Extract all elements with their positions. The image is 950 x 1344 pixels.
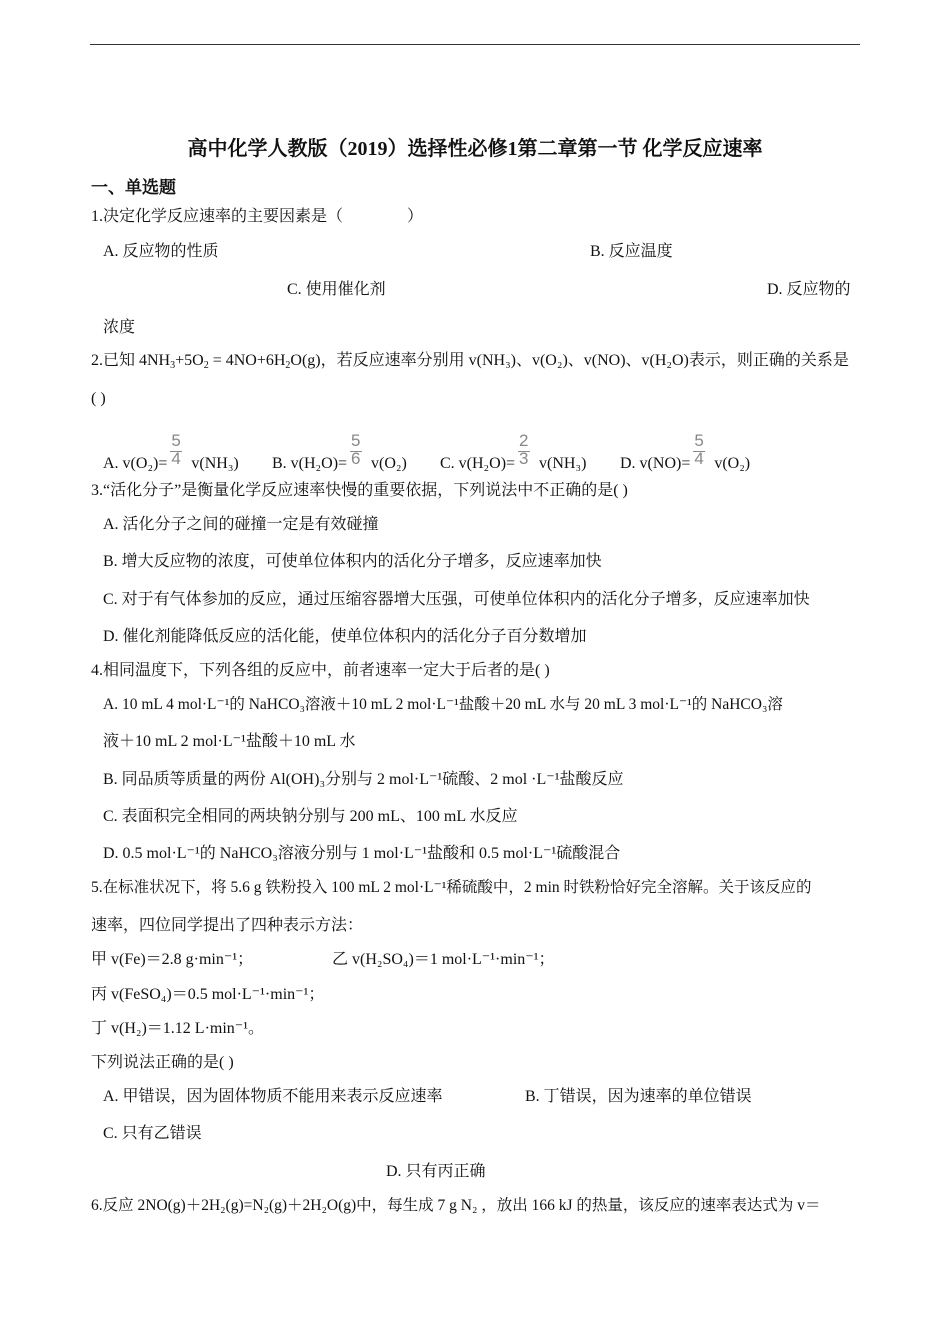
fraction: $\frac{5}{4}$ bbox=[694, 431, 704, 468]
fraction: $\frac{5}{6}$ bbox=[351, 431, 361, 468]
question-1-stem: 1.决定化学反应速率的主要因素是（ ） bbox=[91, 208, 424, 225]
question-2-option-c: C. v(H₂O)= $\frac{2}{3}$ v(NH₃) bbox=[440, 431, 587, 472]
question-5-option-c: C. 只有乙错误 bbox=[103, 1125, 202, 1142]
question-3-option-b: B. 增大反应物的浓度，可使单位体积内的活化分子增多，反应速率加快 bbox=[103, 553, 602, 570]
section-heading: 一、单选题 bbox=[91, 178, 176, 197]
fraction: $\frac{2}{3}$ bbox=[519, 431, 529, 468]
question-3-option-c: C. 对于有气体参加的反应，通过压缩容器增大压强，可使单位体积内的活化分子增多，反应速率加快 bbox=[103, 591, 810, 608]
question-2-option-a: A. v(O₂)= $\frac{5}{4}$ v(NH₃) bbox=[103, 431, 239, 472]
question-4-option-a-cont: 液＋10 mL 2 mol·L⁻¹盐酸＋10 mL 水 bbox=[103, 733, 356, 750]
question-4-option-c: C. 表面积完全相同的两块钠分别与 200 mL、100 mL 水反应 bbox=[103, 808, 518, 825]
question-1-option-d: D. 反应物的 bbox=[767, 281, 851, 298]
question-5-statement-jia: 甲 v(Fe)＝2.8 g·min⁻¹； bbox=[91, 951, 254, 968]
question-5-option-d: D. 只有丙正确 bbox=[386, 1163, 486, 1180]
question-4-option-b: B. 同品质等质量的两份 Al(OH)₃分别与 2 mol·L⁻¹硫酸、2 mol ·L⁻¹盐酸反应 bbox=[103, 771, 624, 788]
question-4-stem: 4.相同温度下，下列各组的反应中，前者速率一定大于后者的是( ) bbox=[91, 662, 550, 679]
page-title: 高中化学人教版（2019）选择性必修1第二章第一节 化学反应速率 bbox=[187, 138, 763, 160]
question-1-option-a: A. 反应物的性质 bbox=[103, 243, 219, 260]
question-5-option-b: B. 丁错误，因为速率的单位错误 bbox=[525, 1088, 752, 1105]
question-1-option-b: B. 反应温度 bbox=[590, 243, 673, 260]
question-5-statement-yi: 乙 v(H₂SO₄)＝1 mol·L⁻¹·min⁻¹； bbox=[332, 951, 555, 968]
question-5-statement-bing: 丙 v(FeSO₄)＝0.5 mol·L⁻¹·min⁻¹； bbox=[91, 986, 325, 1003]
question-2-option-b: B. v(H₂O)= $\frac{5}{6}$ v(O₂) bbox=[272, 431, 407, 472]
question-4-option-a: A. 10 mL 4 mol·L⁻¹的 NaHCO₃溶液＋10 mL 2 mol·L⁻¹盐酸＋20 mL 水与 20 mL 3 mol·L⁻¹的 NaHCO₃溶 bbox=[103, 696, 783, 713]
question-2-stem: 2.已知 $4NH_3+5O_2 = 4NO+6H_2O(g)$，若反应速率分别用 v(NH₃)、v(O₂)、v(NO)、v(H₂O)表示，则正确的关系是 bbox=[91, 352, 849, 371]
question-1-option-c: C. 使用催化剂 bbox=[287, 281, 386, 298]
question-5-stem-cont: 速率，四位同学提出了四种表示方法： bbox=[91, 917, 364, 934]
question-1-option-d-cont: 浓度 bbox=[103, 319, 136, 336]
question-3-stem: 3.“活化分子”是衡量化学反应速率快慢的重要依据，下列说法中不正确的是( ) bbox=[91, 482, 628, 499]
question-5-option-a: A. 甲错误，因为固体物质不能用来表示反应速率 bbox=[103, 1088, 443, 1105]
question-2-option-d: D. v(NO)= $\frac{5}{4}$ v(O₂) bbox=[620, 431, 751, 472]
question-5-statement-ding: 丁 v(H₂)＝1.12 L·min⁻¹。 bbox=[91, 1020, 265, 1037]
header-rule bbox=[90, 44, 860, 45]
question-6-stem: 6.反应 2NO(g)＋2H₂(g)=N₂(g)＋2H₂O(g)中，每生成 7 g N₂ ，放出 166 kJ 的热量，该反应的速率表达式为 v＝ bbox=[91, 1197, 821, 1214]
question-5-ask: 下列说法正确的是( ) bbox=[91, 1054, 234, 1071]
question-3-option-d: D. 催化剂能降低反应的活化能，使单位体积内的活化分子百分数增加 bbox=[103, 628, 587, 645]
question-2-stem-cont: ( ) bbox=[91, 390, 106, 407]
question-5-stem: 5.在标准状况下，将 5.6 g 铁粉投入 100 mL 2 mol·L⁻¹稀硫酸中，2 min 时铁粉恰好完全溶解。关于该反应的 bbox=[91, 879, 812, 896]
question-4-option-d: D. 0.5 mol·L⁻¹的 NaHCO₃溶液分别与 1 mol·L⁻¹盐酸和 0.5 mol·L⁻¹硫酸混合 bbox=[103, 845, 621, 862]
question-3-option-a: A. 活化分子之间的碰撞一定是有效碰撞 bbox=[103, 516, 379, 533]
fraction: $\frac{5}{4}$ bbox=[171, 431, 181, 468]
